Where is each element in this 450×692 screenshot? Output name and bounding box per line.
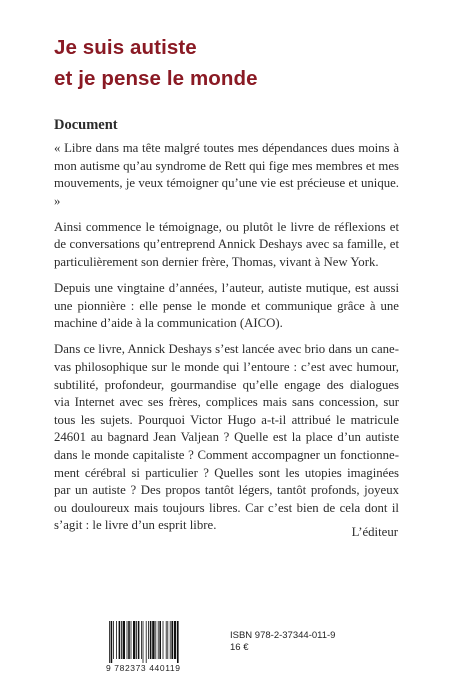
book-title-line-2: et je pense le monde	[54, 67, 258, 90]
blurb-paragraph: Ainsi commence le témoignage, ou plutôt le livre de réflexions et de conversations qu’entreprend Annick Deshays avec sa famille, et particulièrement son dernier frère, Thomas, vivant à New York.	[54, 219, 399, 270]
barcode-bar	[150, 621, 152, 659]
isbn-number: ISBN 978-2-37344-011-9	[230, 630, 336, 641]
barcode-bar	[113, 621, 114, 659]
barcode-bar	[174, 621, 176, 659]
barcode-bar	[128, 621, 130, 659]
barcode	[108, 621, 210, 663]
barcode-bar	[158, 621, 159, 659]
barcode-bar	[141, 621, 142, 659]
blurb	[54, 140, 399, 543]
book-title-line-1: Je suis autiste	[54, 36, 197, 59]
barcode-bar	[123, 621, 125, 659]
barcode-bar	[152, 621, 154, 659]
barcode-bar	[131, 621, 132, 659]
publisher-signature: L’éditeur	[351, 525, 398, 539]
barcode-bars	[108, 621, 210, 663]
section-label: Document	[54, 117, 118, 133]
blurb-paragraph: Depuis une vingtaine d’années, l’auteur, autiste mutique, est aussi une pionnière : elle pense le monde et communique grâce à une machine d’aide à la communication (AICO).	[54, 281, 399, 331]
barcode-bar	[148, 621, 149, 659]
barcode-digits: 9 782373 440119	[106, 663, 181, 673]
barcode-bar	[146, 621, 147, 663]
barcode-bar	[166, 621, 167, 659]
price: 16 €	[230, 642, 249, 653]
barcode-bar	[171, 621, 173, 659]
barcode-bar	[163, 621, 164, 659]
barcode-bar	[111, 621, 113, 663]
barcode-bar	[127, 621, 128, 659]
barcode-bar	[109, 621, 110, 663]
barcode-bar	[170, 621, 171, 659]
barcode-bar	[138, 621, 140, 659]
barcode-bar	[133, 621, 135, 659]
blurb-paragraph: Dans ce livre, Annick Deshays s’est lancée avec brio dans un canevas philosophique sur le monde qui l’entoure : c’est avec humour, subtilité, profondeur, gourmandise qu’elle engage des dialogues via Internet avec ses frères, complices mais sans concession, sur tous les sujets. Pourquoi Victor Hugo a-t-il attribué le matricule 24601 au bagnard Jean Valjean ? Quelle est la place d’un autiste dans le monde capitaliste ? Comment accompagner un fonctionnement cérébral si particulier ? Quelles sont les utopies imaginées par un autiste ? Des propos tantôt légers, tantôt profonds, joyeux ou douloureux mais toujours libres. Car c’est bien de cela dont il s’agit : le livre d’un esprit libre.	[54, 342, 399, 533]
book-title	[54, 32, 258, 94]
barcode-bar	[121, 621, 122, 659]
barcode-bar	[155, 621, 156, 659]
barcode-bar	[119, 621, 121, 659]
barcode-bar	[116, 621, 117, 659]
isbn-block	[230, 630, 335, 654]
barcode-bar	[177, 621, 179, 663]
barcode-bar	[143, 621, 144, 663]
barcode-bar	[136, 621, 137, 659]
barcode-bar	[159, 621, 161, 659]
blurb-paragraph: « Libre dans ma tête malgré toutes mes dépendances dues moins à mon autisme qu’au syndrome de Rett qui fige mes membres et mes mouvements, je veux témoigner qu’une vie est précieuse et unique. »	[54, 141, 399, 208]
barcode-bar	[167, 621, 168, 659]
